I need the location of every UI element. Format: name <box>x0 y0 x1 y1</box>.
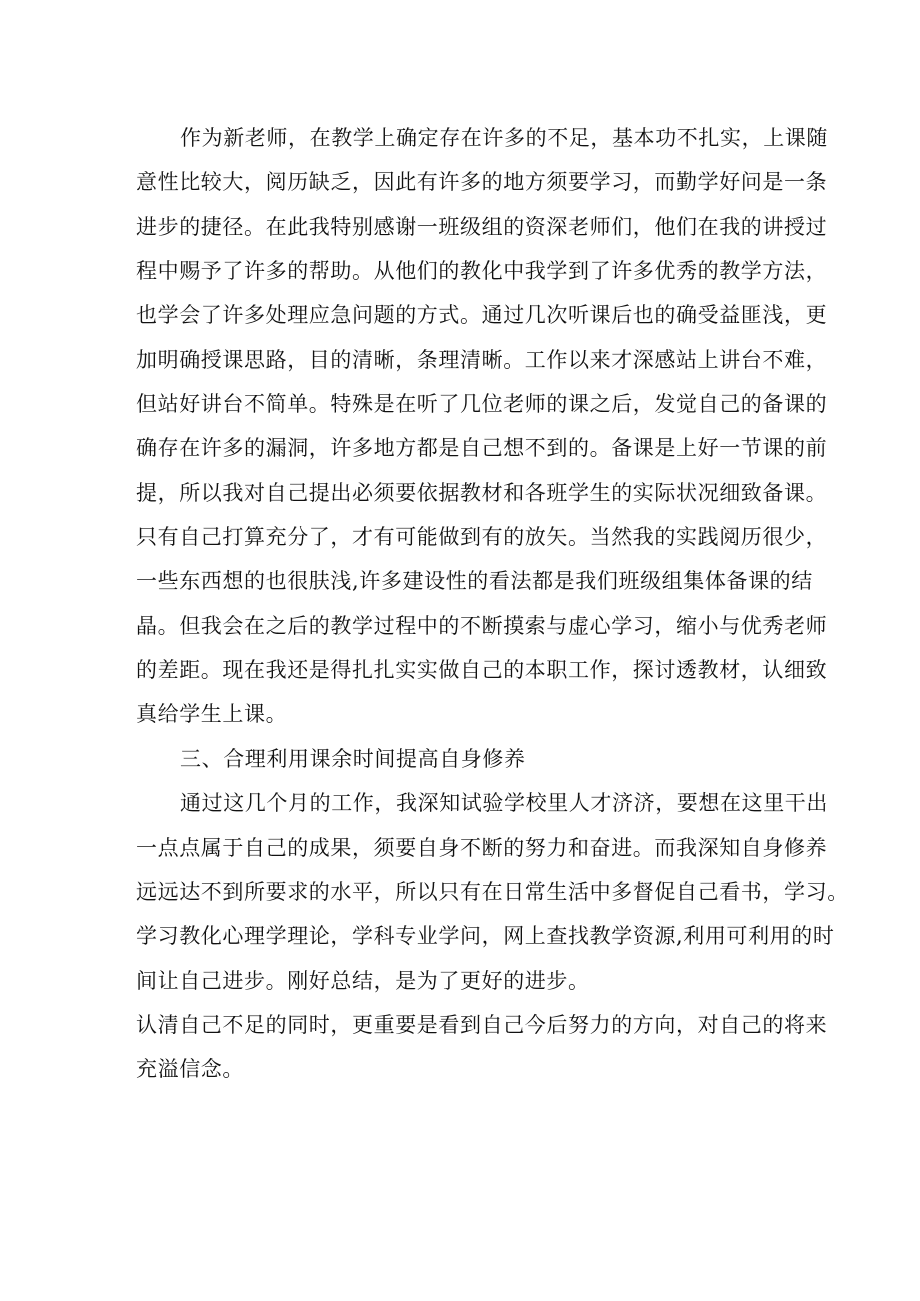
text-line: 程中赐予了许多的帮助。从他们的教化中我学到了许多优秀的教学方法， <box>136 259 828 283</box>
text-line: 充溢信念。 <box>136 1057 244 1081</box>
text-line: 意性比较大，阅历缺乏，因此有许多的地方须要学习，而勤学好问是一条 <box>136 170 828 194</box>
text-line: 真给学生上课。 <box>136 702 288 726</box>
text-line: 通过这几个月的工作，我深知试验学校里人才济济，要想在这里干出 <box>180 791 828 815</box>
text-line: 作为新老师，在教学上确定存在许多的不足，基本功不扎实，上课随 <box>180 126 828 150</box>
text-line: 间让自己进步。刚好总结，是为了更好的进步。 <box>136 969 590 993</box>
text-line: 确存在许多的漏洞，许多地方都是自己想不到的。备课是上好一节课的前 <box>136 436 828 460</box>
text-line: 一些东西想的也很肤浅,许多建设性的看法都是我们班级组集体备课的结 <box>136 569 813 593</box>
heading-text: 三、合理利用课余时间提高自身修养 <box>180 747 526 771</box>
text-line: 学习教化心理学理论，学科专业学问，网上查找教学资源,利用可利用的时 <box>136 924 835 948</box>
text-line: 也学会了许多处理应急问题的方式。通过几次听课后也的确受益匪浅，更 <box>136 303 828 327</box>
text-line: 的差距。现在我还是得扎扎实实做自己的本职工作，探讨透教材，认细致 <box>136 658 828 682</box>
text-line: 加明确授课思路，目的清晰，条理清晰。工作以来才深感站上讲台不难， <box>136 348 828 372</box>
text-line: 但站好讲台不简单。特殊是在听了几位老师的课之后，发觉自己的备课的 <box>136 392 828 416</box>
text-line: 认清自己不足的同时，更重要是看到自己今后努力的方向，对自己的将来 <box>136 1013 828 1037</box>
text-line: 只有自己打算充分了，才有可能做到有的放矢。当然我的实践阅历很少， <box>136 525 828 549</box>
text-line: 晶。但我会在之后的教学过程中的不断摸索与虚心学习，缩小与优秀老师 <box>136 614 828 638</box>
text-line: 一点点属于自己的成果，须要自身不断的努力和奋进。而我深知自身修养 <box>136 836 828 860</box>
text-line: 进步的捷径。在此我特别感谢一班级组的资深老师们，他们在我的讲授过 <box>136 215 828 239</box>
text-line: 远远达不到所要求的水平，所以只有在日常生活中多督促自己看书，学习。 <box>136 880 849 904</box>
text-line: 提，所以我对自己提出必须要依据教材和各班学生的实际状况细致备课。 <box>136 481 828 505</box>
